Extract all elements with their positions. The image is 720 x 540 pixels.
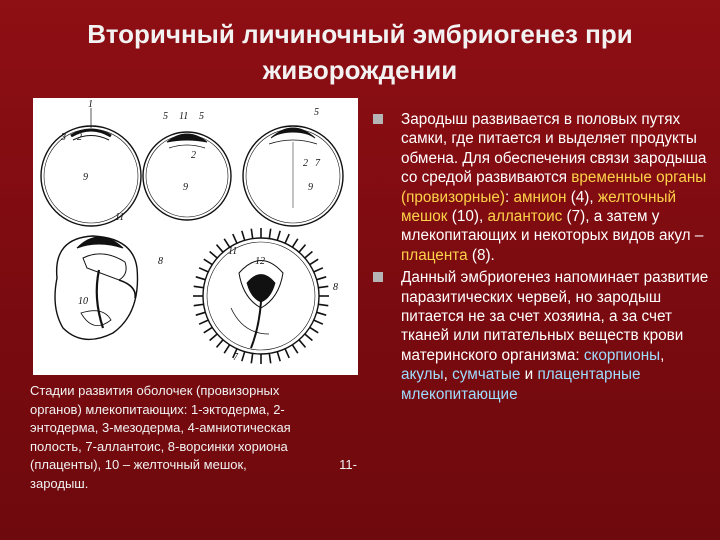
bullet-text: и xyxy=(520,366,538,384)
fig-label: 2 xyxy=(191,150,196,161)
villus-mark xyxy=(196,277,206,280)
villus-mark xyxy=(314,320,323,324)
stage-5-drawing xyxy=(193,228,329,364)
fig-label: 9 xyxy=(183,182,188,193)
villus-mark xyxy=(299,340,306,348)
bullet-item-1 xyxy=(370,110,710,265)
fig-label: 2 xyxy=(303,158,308,169)
villus-mark xyxy=(210,252,218,259)
fig-label: 7 xyxy=(315,158,320,169)
stage-3-drawing xyxy=(243,126,343,226)
villus-mark xyxy=(242,352,245,362)
villus-mark xyxy=(210,334,218,341)
bullet-text: , xyxy=(660,346,665,364)
fig-label: 3 xyxy=(61,132,66,143)
caption-line-part: 11- xyxy=(339,457,357,472)
caption-line: Стадии развития оболочек (провизорных xyxy=(30,383,280,398)
highlight-term: аллантоис xyxy=(487,208,563,226)
villus-mark xyxy=(242,231,245,241)
highlight-term: плацента xyxy=(401,246,468,264)
title-line-2: живорождении xyxy=(262,55,458,85)
fig-label: 11 xyxy=(115,212,125,223)
embryo-membranes-figure xyxy=(33,98,358,375)
fig-label: 7 xyxy=(233,352,238,363)
bullet-text: , xyxy=(443,366,453,384)
stage-1-drawing xyxy=(41,108,141,226)
highlight-term: желточный мешок xyxy=(401,188,677,226)
fig-label: 9 xyxy=(83,172,88,183)
bullet-text: (10), xyxy=(447,208,488,226)
villus-mark xyxy=(196,312,206,315)
fig-label: 1 xyxy=(88,99,93,110)
villus-mark xyxy=(269,353,270,363)
villus-mark xyxy=(199,320,208,324)
caption-line xyxy=(30,456,357,475)
villus-mark xyxy=(199,268,208,272)
villus-mark xyxy=(317,312,327,315)
caption-line: зародыш. xyxy=(30,475,89,491)
highlight-term: плацентарные млекопитающие xyxy=(401,366,641,403)
highlight-term: временные органы (провизорные) xyxy=(401,169,707,206)
villus-mark xyxy=(233,234,237,243)
title-line-1: Вторичный личиночный эмбриогенез при xyxy=(87,19,633,49)
fig-label: 10 xyxy=(78,296,88,307)
villus-mark xyxy=(217,245,224,253)
bullet-text: : xyxy=(504,188,514,206)
villus-mark xyxy=(310,259,318,264)
villus-mark xyxy=(277,231,280,241)
villus-mark xyxy=(305,252,313,259)
fig-label: 5 xyxy=(199,111,204,122)
bullet-text: (4), xyxy=(566,188,598,206)
fig-label: 8 xyxy=(333,282,338,293)
fig-label: 5 xyxy=(314,107,319,118)
villus-mark xyxy=(305,334,313,341)
figure-caption xyxy=(30,382,365,493)
villus-mark xyxy=(318,286,328,287)
bullet-text: (7), а затем у млекопитающих и некоторых видов акул – xyxy=(401,208,704,245)
bullet-item-2 xyxy=(370,268,710,404)
stage-4-drawing xyxy=(55,236,138,339)
villus-mark xyxy=(194,304,204,305)
villus-mark xyxy=(204,327,212,332)
villus-mark xyxy=(285,349,289,358)
bullet-text: Данный эмбриогенез напоминает развитие паразитических червей, но зародыш питается не за счет хозяина, а за счет тканей или питательных веществ крови материнского организма: xyxy=(401,269,709,364)
villus-mark xyxy=(224,345,229,353)
villus-mark xyxy=(310,327,318,332)
highlight-term: акулы xyxy=(401,366,444,384)
bullet-text: Зародыш развивается в половых путях самки, где питается и выделяет продукты обмена. Для обеспечения связи зародыша со средой развиваются xyxy=(401,111,707,187)
fig-label: 5 xyxy=(163,111,168,122)
caption-line: полость, 7-аллантоис, 8-ворсинки хориона xyxy=(30,438,288,454)
villus-mark xyxy=(317,277,327,280)
caption-line: энтодерма, 3-мезодерма, 4-амниотическая xyxy=(30,420,291,435)
highlight-term: скорпионы xyxy=(583,346,661,364)
villus-mark xyxy=(285,234,289,243)
stage-2-drawing xyxy=(143,132,231,220)
highlight-term: сумчатые xyxy=(452,366,521,384)
villus-mark xyxy=(277,352,280,362)
villus-mark xyxy=(299,245,306,253)
villus-mark xyxy=(251,229,252,239)
bullet-marker-icon xyxy=(373,272,383,282)
fig-label: 8 xyxy=(158,256,163,267)
bullet-marker-icon xyxy=(373,114,383,124)
villus-mark xyxy=(292,239,297,247)
fig-label: 11 xyxy=(228,246,238,257)
villus-mark xyxy=(204,259,212,264)
fig-label: 11 xyxy=(179,111,189,122)
villus-mark xyxy=(318,304,328,305)
slide-title xyxy=(40,16,680,88)
villus-mark xyxy=(269,229,270,239)
highlight-term: амнион xyxy=(513,188,567,206)
fig-label: 12 xyxy=(255,256,265,267)
bullet-text: (8). xyxy=(467,246,495,264)
villus-mark xyxy=(292,345,297,353)
villus-mark xyxy=(314,268,323,272)
caption-line: органов) млекопитающих: 1-эктодерма, 2- xyxy=(30,401,285,417)
embryo-drawing xyxy=(33,98,358,375)
bullet-list xyxy=(370,110,710,407)
villus-mark xyxy=(194,286,204,287)
fig-label: 2 xyxy=(77,132,82,143)
caption-line-part: (плаценты), 10 – желточный мешок, xyxy=(30,457,247,472)
villus-mark xyxy=(251,353,252,363)
fig-label: 9 xyxy=(308,182,313,193)
villus-mark xyxy=(217,340,224,348)
